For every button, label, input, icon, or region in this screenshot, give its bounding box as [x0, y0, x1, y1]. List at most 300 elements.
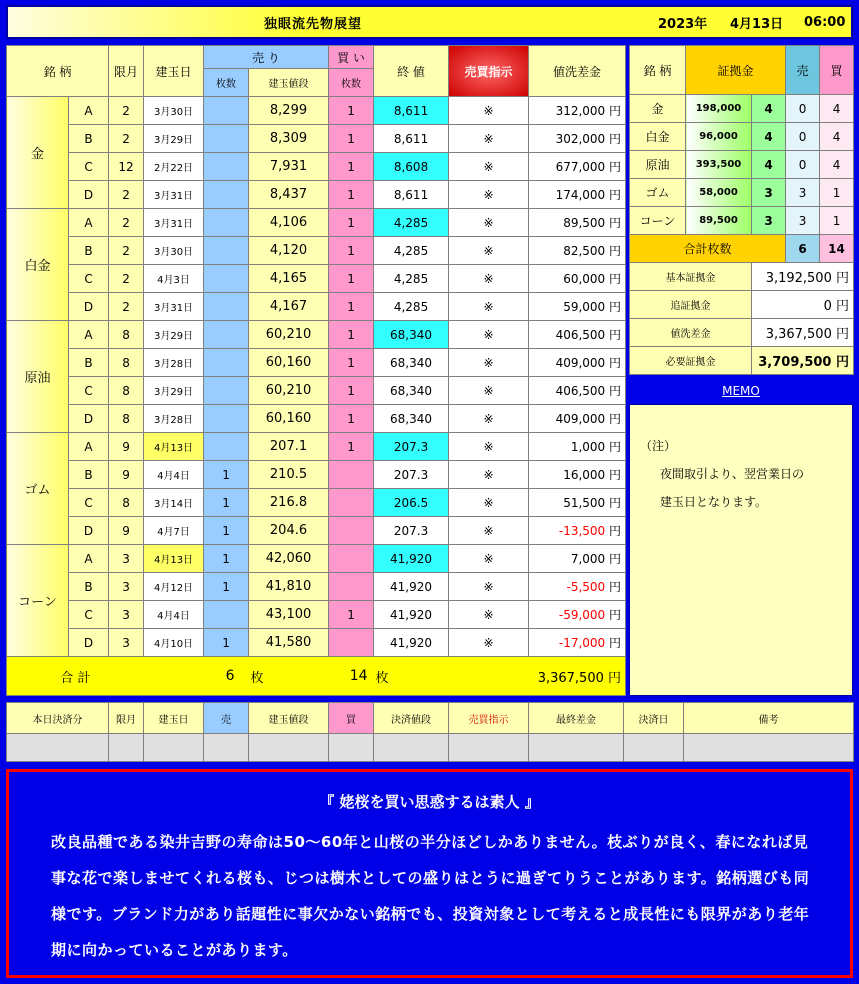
diff-cell: 677,000 円	[529, 153, 626, 181]
position-row	[7, 629, 626, 657]
sub-label: D	[69, 517, 109, 545]
position-row	[7, 237, 626, 265]
signal-cell: ※	[449, 265, 529, 293]
contract-month: 3	[109, 601, 144, 629]
sub-label: B	[69, 573, 109, 601]
signal-cell: ※	[449, 153, 529, 181]
signal-cell: ※	[449, 181, 529, 209]
sub-label: A	[69, 433, 109, 461]
contract-month: 2	[109, 265, 144, 293]
buy-count: 1	[329, 153, 374, 181]
summary-row	[630, 291, 854, 319]
margin-row	[630, 123, 854, 151]
margin-name: 金	[630, 95, 686, 123]
header-date: 4月13日	[730, 16, 784, 32]
close-price: 4,285	[374, 209, 449, 237]
margin-sell: 0	[786, 151, 820, 179]
contract-month: 8	[109, 349, 144, 377]
total-sell: 6	[144, 657, 249, 696]
buy-count: 1	[329, 97, 374, 125]
settlement-cell	[624, 734, 684, 762]
buy-count: 1	[329, 181, 374, 209]
close-price: 41,920	[374, 601, 449, 629]
contract-month: 2	[109, 237, 144, 265]
header-month: 限月	[109, 46, 144, 97]
settlement-cell	[374, 734, 449, 762]
open-date: 3月31日	[144, 181, 204, 209]
close-price: 41,920	[374, 573, 449, 601]
open-price: 204.6	[249, 517, 329, 545]
open-price: 8,299	[249, 97, 329, 125]
header-buy: 買 い	[329, 46, 374, 69]
contract-month: 8	[109, 377, 144, 405]
margin-amount: 393,500	[686, 151, 752, 179]
position-row	[7, 181, 626, 209]
buy-count	[329, 545, 374, 573]
settlement-cell	[329, 734, 374, 762]
settlement-cell	[109, 734, 144, 762]
memo-text	[640, 432, 850, 516]
margin-name: ゴム	[630, 179, 686, 207]
open-price: 43,100	[249, 601, 329, 629]
margin-buy: 1	[820, 179, 854, 207]
margin-amount: 96,000	[686, 123, 752, 151]
buy-count: 1	[329, 125, 374, 153]
close-price: 4,285	[374, 265, 449, 293]
open-date: 4月13日	[144, 433, 204, 461]
buy-count: 1	[329, 265, 374, 293]
sub-label: A	[69, 321, 109, 349]
diff-cell: 51,500 円	[529, 489, 626, 517]
open-price: 4,120	[249, 237, 329, 265]
margin-qty: 4	[752, 95, 786, 123]
margin-row	[630, 95, 854, 123]
sell-count	[204, 321, 249, 349]
open-date: 3月29日	[144, 377, 204, 405]
side-header-sell: 売	[786, 46, 820, 95]
position-row	[7, 293, 626, 321]
quote-title: 『 姥桜を買い思惑するは素人 』	[319, 793, 540, 811]
buy-count	[329, 517, 374, 545]
summary-value: 0 円	[752, 291, 854, 319]
memo-link[interactable]: MEMO	[722, 384, 760, 398]
buy-count: 1	[329, 349, 374, 377]
sub-label: C	[69, 377, 109, 405]
diff-cell: 174,000 円	[529, 181, 626, 209]
signal-cell: ※	[449, 601, 529, 629]
positions-table	[6, 45, 626, 696]
sell-count: 1	[204, 489, 249, 517]
buy-count: 1	[329, 601, 374, 629]
open-date: 3月14日	[144, 489, 204, 517]
open-price: 210.5	[249, 461, 329, 489]
margin-name: コーン	[630, 207, 686, 235]
diff-cell: 406,500 円	[529, 377, 626, 405]
total-buy-unit: 枚	[374, 657, 449, 696]
signal-cell: ※	[449, 293, 529, 321]
sub-label: C	[69, 489, 109, 517]
signal-cell: ※	[449, 125, 529, 153]
sub-label: A	[69, 209, 109, 237]
side-total-sell: 6	[786, 235, 820, 263]
signal-cell: ※	[449, 321, 529, 349]
contract-month: 8	[109, 321, 144, 349]
position-row	[7, 349, 626, 377]
margin-qty: 3	[752, 207, 786, 235]
sell-count	[204, 265, 249, 293]
sell-count: 1	[204, 629, 249, 657]
position-row	[7, 97, 626, 125]
close-price: 68,340	[374, 377, 449, 405]
open-price: 4,106	[249, 209, 329, 237]
summary-label: 追証拠金	[630, 291, 752, 319]
settlement-table	[6, 702, 854, 762]
header-sell: 売 り	[204, 46, 329, 69]
sell-count	[204, 125, 249, 153]
sell-count	[204, 209, 249, 237]
sell-count	[204, 237, 249, 265]
side-header-buy: 買	[820, 46, 854, 95]
memo-line-3: 建玉日となります。	[660, 495, 768, 509]
signal-cell: ※	[449, 489, 529, 517]
diff-cell: -59,000 円	[529, 601, 626, 629]
header-close: 終 値	[374, 46, 449, 97]
position-row	[7, 377, 626, 405]
buy-count: 1	[329, 321, 374, 349]
margin-name: 白金	[630, 123, 686, 151]
side-total-label: 合計枚数	[630, 235, 786, 263]
position-row	[7, 461, 626, 489]
signal-cell: ※	[449, 405, 529, 433]
close-price: 41,920	[374, 545, 449, 573]
sell-count	[204, 97, 249, 125]
sub-label: D	[69, 293, 109, 321]
settlement-cell	[449, 734, 529, 762]
open-price: 8,437	[249, 181, 329, 209]
close-price: 207.3	[374, 433, 449, 461]
contract-month: 3	[109, 629, 144, 657]
signal-cell: ※	[449, 573, 529, 601]
sub-label: A	[69, 97, 109, 125]
margin-table	[629, 45, 854, 375]
buy-count: 1	[329, 405, 374, 433]
open-date: 3月28日	[144, 349, 204, 377]
contract-month: 2	[109, 209, 144, 237]
buy-count	[329, 461, 374, 489]
contract-month: 8	[109, 405, 144, 433]
margin-body	[630, 95, 854, 235]
total-sell-unit: 枚	[249, 657, 329, 696]
contract-month: 2	[109, 181, 144, 209]
margin-qty: 3	[752, 179, 786, 207]
settlement-cell	[204, 734, 249, 762]
open-date: 2月22日	[144, 153, 204, 181]
buy-count: 1	[329, 377, 374, 405]
open-date: 3月30日	[144, 97, 204, 125]
margin-sell: 0	[786, 95, 820, 123]
sell-count	[204, 153, 249, 181]
margin-row	[630, 207, 854, 235]
close-price: 68,340	[374, 405, 449, 433]
settlement-header: 決済値段	[374, 703, 449, 734]
position-row	[7, 209, 626, 237]
settlement-header: 建玉値段	[249, 703, 329, 734]
close-price: 8,608	[374, 153, 449, 181]
buy-count: 1	[329, 293, 374, 321]
diff-cell: 302,000 円	[529, 125, 626, 153]
margin-buy: 4	[820, 123, 854, 151]
buy-count	[329, 489, 374, 517]
sell-count	[204, 181, 249, 209]
group-name: 金	[7, 97, 69, 209]
diff-cell: 82,500 円	[529, 237, 626, 265]
open-price: 7,931	[249, 153, 329, 181]
position-row	[7, 405, 626, 433]
contract-month: 2	[109, 97, 144, 125]
position-row	[7, 125, 626, 153]
open-price: 8,309	[249, 125, 329, 153]
close-price: 207.3	[374, 461, 449, 489]
diff-cell: 60,000 円	[529, 265, 626, 293]
signal-cell: ※	[449, 377, 529, 405]
contract-month: 12	[109, 153, 144, 181]
margin-sell: 3	[786, 207, 820, 235]
open-date: 3月31日	[144, 209, 204, 237]
title-bar	[6, 5, 853, 39]
total-label: 合 計	[7, 657, 144, 696]
sell-count: 1	[204, 517, 249, 545]
margin-row	[630, 151, 854, 179]
open-price: 41,580	[249, 629, 329, 657]
contract-month: 9	[109, 517, 144, 545]
open-price: 41,810	[249, 573, 329, 601]
signal-cell: ※	[449, 629, 529, 657]
diff-cell: 409,000 円	[529, 405, 626, 433]
settlement-row	[7, 734, 854, 762]
sub-label: A	[69, 545, 109, 573]
open-price: 60,160	[249, 349, 329, 377]
open-date: 4月13日	[144, 545, 204, 573]
position-row	[7, 265, 626, 293]
sub-label: B	[69, 349, 109, 377]
diff-cell: 1,000 円	[529, 433, 626, 461]
open-date: 3月29日	[144, 321, 204, 349]
buy-count: 1	[329, 237, 374, 265]
close-price: 8,611	[374, 97, 449, 125]
contract-month: 9	[109, 433, 144, 461]
side-total-buy: 14	[820, 235, 854, 263]
sub-label: C	[69, 153, 109, 181]
buy-count: 1	[329, 433, 374, 461]
contract-month: 8	[109, 489, 144, 517]
diff-cell: 7,000 円	[529, 545, 626, 573]
quote-body: 改良品種である染井吉野の寿命は50～60年と山桜の半分ほどしかありません。枝ぶりが良く、春になれば見事な花で楽しませてくれる桜も、じつは樹木としての盛りはとうに過ぎてりうことがあります。銘柄選びも同様です。ブランド力があり話題性に事欠かない銘柄でも、投資対象として考えると成長性にも限界があり老年期に向かっていることがあります。	[51, 833, 810, 959]
positions-body	[7, 97, 626, 657]
summary-body	[630, 263, 854, 375]
open-price: 216.8	[249, 489, 329, 517]
summary-value: 3,367,500 円	[752, 319, 854, 347]
position-row	[7, 601, 626, 629]
position-row	[7, 153, 626, 181]
group-name: 白金	[7, 209, 69, 321]
position-row	[7, 573, 626, 601]
close-price: 68,340	[374, 349, 449, 377]
sub-label: D	[69, 181, 109, 209]
sub-label: B	[69, 125, 109, 153]
open-date: 4月4日	[144, 601, 204, 629]
contract-month: 9	[109, 461, 144, 489]
sell-count: 1	[204, 545, 249, 573]
sell-count	[204, 377, 249, 405]
open-price: 207.1	[249, 433, 329, 461]
sub-label: B	[69, 461, 109, 489]
diff-cell: 89,500 円	[529, 209, 626, 237]
header-diff: 値洗差金	[529, 46, 626, 97]
contract-month: 3	[109, 573, 144, 601]
header-signal: 売買指示	[449, 46, 529, 97]
settlement-header: 備考	[684, 703, 854, 734]
position-row	[7, 517, 626, 545]
position-row	[7, 433, 626, 461]
memo-line-2: 夜間取引より、翌営業日の	[660, 467, 805, 481]
margin-name: 原油	[630, 151, 686, 179]
open-price: 60,160	[249, 405, 329, 433]
settlement-header: 本日決済分	[7, 703, 109, 734]
total-diff: 3,367,500 円	[449, 657, 626, 696]
open-date: 3月29日	[144, 125, 204, 153]
margin-amount: 89,500	[686, 207, 752, 235]
close-price: 68,340	[374, 321, 449, 349]
diff-cell: 312,000 円	[529, 97, 626, 125]
sell-count	[204, 293, 249, 321]
signal-cell: ※	[449, 237, 529, 265]
total-buy: 14	[329, 657, 374, 696]
summary-value: 3,709,500 円	[752, 347, 854, 375]
memo-line-1: （注）	[640, 439, 677, 453]
sub-label: D	[69, 405, 109, 433]
settlement-header-row	[7, 703, 854, 734]
sell-count: 1	[204, 573, 249, 601]
quote-box	[6, 769, 853, 978]
summary-row	[630, 263, 854, 291]
settlement-cell	[249, 734, 329, 762]
signal-cell: ※	[449, 545, 529, 573]
close-price: 4,285	[374, 237, 449, 265]
position-row	[7, 545, 626, 573]
open-date: 3月28日	[144, 405, 204, 433]
side-header-name: 銘 柄	[630, 46, 686, 95]
margin-buy: 4	[820, 95, 854, 123]
sell-count: 1	[204, 461, 249, 489]
header-name: 銘 柄	[7, 46, 109, 97]
group-name: コーン	[7, 545, 69, 657]
buy-count	[329, 573, 374, 601]
margin-amount: 198,000	[686, 95, 752, 123]
settlement-header: 売買指示	[449, 703, 529, 734]
margin-amount: 58,000	[686, 179, 752, 207]
close-price: 4,285	[374, 293, 449, 321]
signal-cell: ※	[449, 209, 529, 237]
settlement-header: 決済日	[624, 703, 684, 734]
margin-row	[630, 179, 854, 207]
diff-cell: -5,500 円	[529, 573, 626, 601]
diff-cell: 406,500 円	[529, 321, 626, 349]
diff-cell: 16,000 円	[529, 461, 626, 489]
open-date: 4月3日	[144, 265, 204, 293]
summary-row	[630, 319, 854, 347]
group-name: 原油	[7, 321, 69, 433]
settlement-header: 最終差金	[529, 703, 624, 734]
sub-label: C	[69, 601, 109, 629]
signal-cell: ※	[449, 517, 529, 545]
summary-label: 基本証拠金	[630, 263, 752, 291]
open-price: 4,165	[249, 265, 329, 293]
open-price: 4,167	[249, 293, 329, 321]
position-row	[7, 489, 626, 517]
sell-count	[204, 405, 249, 433]
sell-count	[204, 601, 249, 629]
close-price: 8,611	[374, 125, 449, 153]
margin-buy: 4	[820, 151, 854, 179]
group-name: ゴム	[7, 433, 69, 545]
side-header-margin: 証拠金	[686, 46, 786, 95]
header-open-date: 建玉日	[144, 46, 204, 97]
summary-row	[630, 347, 854, 375]
settlement-header: 売	[204, 703, 249, 734]
margin-sell: 3	[786, 179, 820, 207]
buy-count: 1	[329, 209, 374, 237]
sell-count	[204, 433, 249, 461]
settlement-cell	[529, 734, 624, 762]
contract-month: 3	[109, 545, 144, 573]
open-date: 3月30日	[144, 237, 204, 265]
sub-label: B	[69, 237, 109, 265]
close-price: 8,611	[374, 181, 449, 209]
close-price: 41,920	[374, 629, 449, 657]
settlement-header: 限月	[109, 703, 144, 734]
summary-label: 必要証拠金	[630, 347, 752, 375]
signal-cell: ※	[449, 349, 529, 377]
header-time: 06:00	[804, 14, 846, 30]
open-date: 4月7日	[144, 517, 204, 545]
header-year: 2023年	[658, 16, 708, 32]
sell-count	[204, 349, 249, 377]
close-price: 207.3	[374, 517, 449, 545]
margin-buy: 1	[820, 207, 854, 235]
position-row	[7, 321, 626, 349]
settlement-cell	[7, 734, 109, 762]
settlement-header: 買	[329, 703, 374, 734]
margin-qty: 4	[752, 151, 786, 179]
signal-cell: ※	[449, 433, 529, 461]
open-date: 4月12日	[144, 573, 204, 601]
header-sell-count: 枚数	[204, 69, 249, 97]
buy-count	[329, 629, 374, 657]
open-price: 60,210	[249, 321, 329, 349]
contract-month: 2	[109, 125, 144, 153]
signal-cell: ※	[449, 97, 529, 125]
contract-month: 2	[109, 293, 144, 321]
open-date: 4月10日	[144, 629, 204, 657]
summary-label: 値洗差金	[630, 319, 752, 347]
signal-cell: ※	[449, 461, 529, 489]
close-price: 206.5	[374, 489, 449, 517]
settlement-cell	[684, 734, 854, 762]
diff-cell: -17,000 円	[529, 629, 626, 657]
summary-value: 3,192,500 円	[752, 263, 854, 291]
page-title: 独眼流先物展望	[263, 16, 362, 32]
settlement-cell	[144, 734, 204, 762]
